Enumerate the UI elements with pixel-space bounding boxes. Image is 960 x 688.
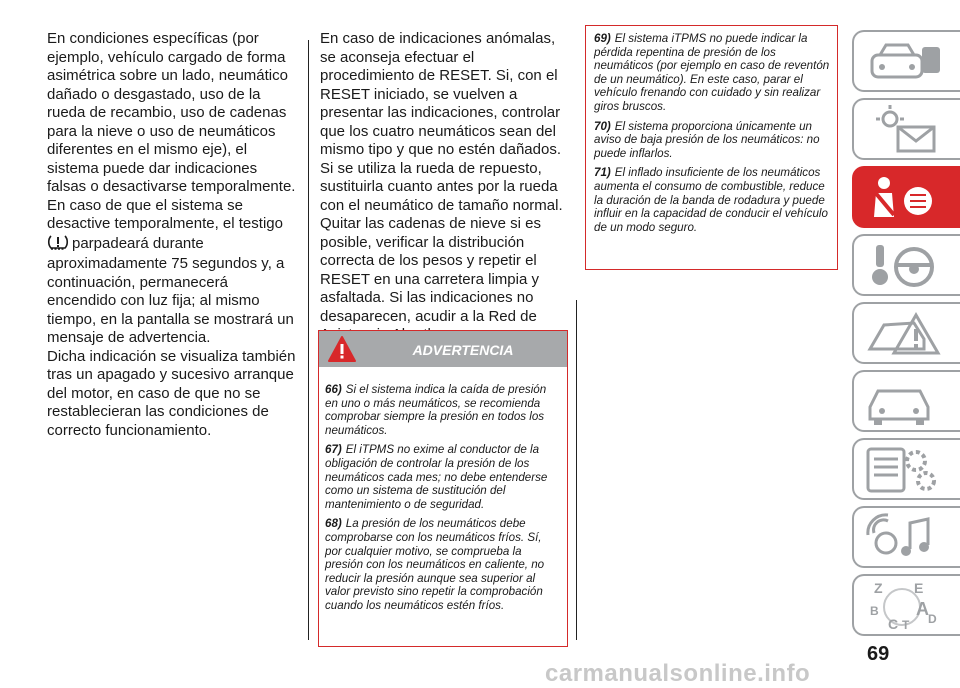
- car-maintenance-icon: [864, 377, 944, 427]
- note-69: 69) El sistema iTPMS no puede indicar la pérdida repentina de presión de los neumáticos (por ejemplo en caso de reventón de un neumático). En este caso, parar el vehículo frenando con cuidado y sin realizar giros bruscos.: [594, 32, 830, 113]
- svg-text:A: A: [916, 599, 929, 619]
- paragraph-reset-procedure: En caso de indicaciones anómalas, se aconseja efectuar el procedimiento de RESET. Si, con el RESET iniciado, se vuelven a presentar las indicaciones, controlar que los cuatro neumáticos sean del mismo tipo y que no estén dañados. Si se utiliza la rueda de repuesto, sustituirla cuanto antes por la rueda con el neumático de tamaño normal. Quitar las cadenas de nieve si es posible, verificar la distribución correcta de los pesos y repetir el RESET en una carretera limpia y asfaltada. Si las indicaciones no desaparecen, acudir a la Red de: [320, 30, 563, 325]
- paragraph-restart: Dicha indicación se visualiza también tras un apagado y sucesivo arranque del motor, en caso de que no se restablecieran las condiciones de correcto funcionamiento.: [47, 347, 296, 439]
- tab-technical-data[interactable]: [852, 438, 960, 500]
- warning-box: [318, 330, 568, 647]
- paragraph-false-indications: En condiciones específicas (por ejemplo, vehículo cargado de forma asimétrica sobre un lado, neumático dañado o desgastado, uso de la rueda de recambio, uso de cadenas para la nieve o uso de neumáticos diferentes en el mismo eje), el sistema puede dar indicaciones falsas o desactivarse temporalmente.: [47, 30, 296, 195]
- svg-text:E: E: [914, 581, 924, 596]
- svg-text:D: D: [928, 612, 937, 626]
- svg-text:B: B: [870, 604, 879, 618]
- warning-header: [319, 331, 567, 367]
- seatbelt-airbag-icon: [864, 173, 944, 223]
- alphabetical-index-icon: [864, 581, 944, 631]
- warning-note-68: 68) La presión de los neumáticos debe comprobarse con los neumáticos fríos. Sí, por cualquier motivo, se comprueba la presión con los neumáticos en caliente, no reducir la presión aunque sea superior al valor previsto sino repetir la comprobación cuando los neumáticos estén fríos.: [325, 517, 545, 612]
- tab-car-dashboard[interactable]: [852, 30, 960, 92]
- warning-lights-message-icon: [864, 105, 944, 155]
- svg-text:Z: Z: [874, 581, 883, 596]
- paragraph-temporary-deactivation: [47, 197, 297, 348]
- note-71: 71) El inflado insuficiente de los neumáticos aumenta el consumo de combustible, reduce la duración de la banda de rodadura y puede influir en la capacidad de conducir el vehículo de un modo seguro.: [594, 166, 828, 234]
- column-2: [320, 30, 570, 345]
- column-1: [47, 30, 297, 440]
- svg-text:T: T: [902, 618, 910, 631]
- car-dashboard-icon: [864, 37, 944, 87]
- tab-multimedia[interactable]: [852, 506, 960, 568]
- watermark: carmanualsonline.info: [545, 660, 811, 687]
- tab-warning-lights[interactable]: [852, 98, 960, 160]
- column-divider: [576, 300, 577, 640]
- tpms-warning-light-icon: [47, 234, 69, 256]
- tab-index[interactable]: [852, 574, 960, 636]
- tab-starting-driving[interactable]: [852, 234, 960, 296]
- tab-safety[interactable]: [852, 166, 960, 228]
- warning-title: ADVERTENCIA: [412, 342, 514, 358]
- paragraph-text-b: parpadeará durante aproximadamente 75 segundos y, a continuación, permanecerá encendido con luz fija; al mismo tiempo, en la pantalla se mostrará un mensaje de advertencia.: [47, 234, 294, 346]
- warning-note-66: 66) Si el sistema indica la caída de presión en uno o más neumáticos, se recomienda comprobar siempre la presión en todos los neumáticos.: [325, 383, 547, 437]
- tab-maintenance[interactable]: [852, 370, 960, 432]
- technical-data-icon: [864, 445, 944, 495]
- emergency-triangle-icon: [864, 309, 944, 359]
- column-divider: [308, 40, 309, 640]
- svg-text:C: C: [888, 616, 899, 631]
- paragraph-text-a: En caso de que el sistema se desactive temporalmente, el testigo: [47, 196, 283, 232]
- note-70: 70) El sistema proporciona únicamente un aviso de baja presión de los neumáticos: no puede inflarlos.: [594, 119, 820, 160]
- warning-note-67: 67) El iTPMS no exime al conductor de la obligación de controlar la presión de los neumáticos cada mes; no debe entenderse como un sistema de sustitución del mantenimiento o de seguridad.: [325, 443, 548, 511]
- tab-emergency[interactable]: [852, 302, 960, 364]
- page-number: 69: [867, 643, 890, 665]
- notes-box: [585, 25, 838, 270]
- key-steering-wheel-icon: [864, 241, 944, 291]
- multimedia-icon: [864, 513, 944, 563]
